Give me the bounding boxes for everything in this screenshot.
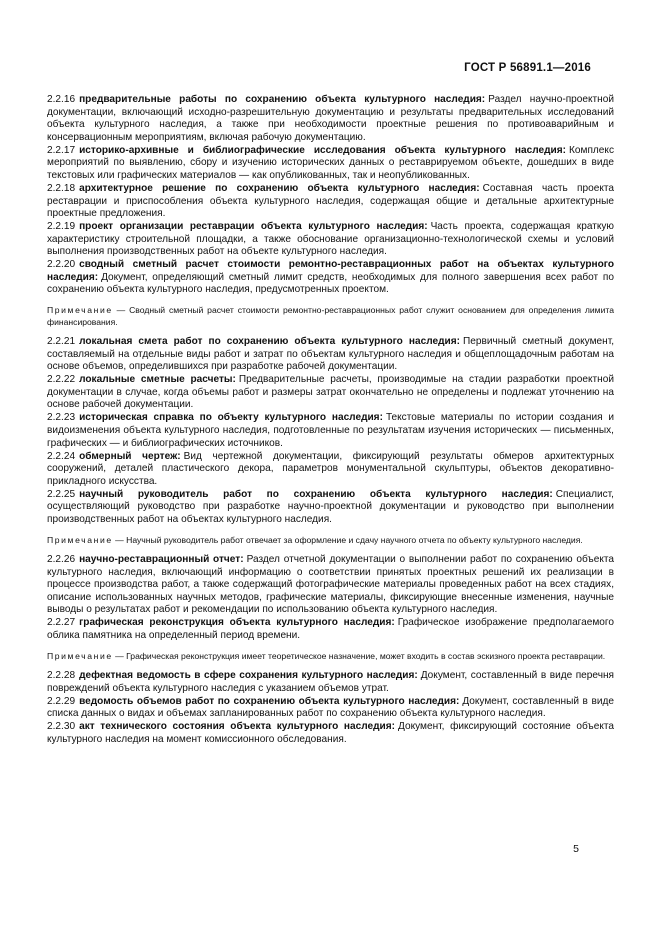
entry-term: научный руководитель работ по сохранению объекта культурного наследия: <box>79 488 553 500</box>
entry-number: 2.2.21 <box>47 336 76 348</box>
entry-term: историческая справка по объекту культурного наследия: <box>79 412 383 424</box>
definition-entry <box>47 145 614 183</box>
entry-number: 2.2.30 <box>47 721 76 733</box>
page-number: 5 <box>573 843 579 855</box>
definition-entry <box>47 696 614 721</box>
note-text: — Научный руководитель работ отвечает за оформление и сдачу научного отчета по объекту культурного наследия. <box>115 534 583 545</box>
entry-number: 2.2.27 <box>47 617 76 629</box>
entry-text: Раздел научно-проектной документации, включающий исходно-разрешительную документацию и результаты предварительных исследований объекта культурного наследия, а также при необходимости проектные решения по противоаварийным и консервационным мероприятиям, включая рабочую документацию. <box>47 94 614 143</box>
entry-term: графическая реконструкция объекта культурного наследия: <box>79 617 395 629</box>
definition-entry <box>47 259 614 297</box>
entry-term: научно-реставрационный отчет: <box>79 554 244 566</box>
definition-entry <box>47 617 614 642</box>
entry-text: Первичный сметный документ, составляемый на отдельные виды работ и затрат по объектам культурного наследия и общеплощадочным работам на основе объемов, определившихся при разработке рабочей документации. <box>47 336 614 373</box>
definition-entry <box>47 336 614 374</box>
definition-entry <box>47 451 614 489</box>
entry-number: 2.2.25 <box>47 488 76 500</box>
entry-term: локальная смета работ по сохранению объекта культурного наследия: <box>79 336 460 348</box>
note <box>47 535 614 547</box>
definition-entry <box>47 721 614 746</box>
note-label: Примечание <box>47 534 113 545</box>
entry-term: ведомость объемов работ по сохранению объекта культурного наследия: <box>79 695 460 707</box>
entry-term: локальные сметные расчеты: <box>79 374 236 386</box>
entry-number: 2.2.16 <box>47 94 76 105</box>
entry-term: проект организации реставрации объекта культурного наследия: <box>79 221 428 233</box>
entry-term: архитектурное решение по сохранению объекта культурного наследия: <box>79 182 480 194</box>
definition-entry <box>47 412 614 450</box>
entry-number: 2.2.18 <box>47 182 76 194</box>
note-label: Примечание <box>47 305 113 316</box>
entry-number: 2.2.23 <box>47 412 76 424</box>
entry-term: дефектная ведомость в сфере сохранения культурного наследия: <box>79 670 418 682</box>
definition-entry <box>47 374 614 412</box>
note-text: — Сводный сметный расчет стоимости ремонтно-реставрационных работ служит основанием для определения лимита финансирования. <box>47 305 614 327</box>
entry-number: 2.2.19 <box>47 221 76 233</box>
document-header: ГОСТ Р 56891.1—2016 <box>464 62 591 74</box>
entry-text: Раздел отчетной документации о выполнении работ по сохранению объекта культурного наследия, включающий информацию о соответствии принятых проектных решений их реализации в процессе производства работ, а также содержащий фотографические материалы проведенных работ на всех стадиях, описание использованных научных методов, графические материалы, фиксирующие внесенные изменения, научные выводы о результатах работ и рекомендации по использованию объекта культурного наследия. <box>47 554 615 616</box>
entry-text: Документ, составленный в виде перечня повреждений объекта культурного наследия с указанием объемов утрат. <box>47 670 614 694</box>
entry-text: Специалист, осуществляющий руководство при разработке научно-проектной документации и руководство при выполнении производственных работ на объектах культурного наследия. <box>47 488 614 525</box>
definition-entry <box>47 221 614 259</box>
definition-entry <box>47 94 614 144</box>
entry-number: 2.2.26 <box>47 554 76 566</box>
entry-term: предварительные работы по сохранению объекта культурного наследия: <box>79 94 486 105</box>
entry-text: Часть проекта, содержащая краткую характеристику строительной площадки, а также обоснование организационно-технологической схемы и условий выполнения производственных работ на объекте культурного наследия. <box>47 221 614 258</box>
entry-text: Комплекс мероприятий по выявлению, сбору и изучению исторических данных о реставрируемом объекте, дошедших в виде текстовых или графических материалов — как опубликованных, так и неопубликованных. <box>47 144 614 181</box>
entry-term: сводный сметный расчет стоимости ремонтно-реставрационных работ на объектах культурного наследия: <box>47 259 614 283</box>
entry-term: обмерный чертеж: <box>79 450 181 462</box>
note-text: — Графическая реконструкция имеет теоретическое назначение, может входить в состав эскизного проекта реставрации. <box>115 650 606 661</box>
entry-number: 2.2.22 <box>47 374 76 386</box>
definition-entry <box>47 183 614 221</box>
entry-text: Составная часть проекта реставрации и приспособления объекта культурного наследия, содержащая общие и детальные архитектурные проектные предложения. <box>47 182 614 220</box>
entry-text: Документ, фиксирующий состояние объекта культурного наследия на момент комиссионного обследования. <box>47 721 614 745</box>
note <box>47 305 614 328</box>
entry-term: историко-архивные и библиографические исследования объекта культурного наследия: <box>79 144 567 156</box>
entry-text: Текстовые материалы по истории создания и видоизменения объекта культурного наследия, подготовленные по результатам изучения исторических — письменных, графических — и библиографических источников. <box>47 412 614 449</box>
definition-entry <box>47 554 614 617</box>
entry-text: Предварительные расчеты, производимые на стадии разработки проектной документации в случае, когда объемы работ и размеры затрат окончательно не определены и подлежат уточнению на основе рабочей документации. <box>47 374 614 411</box>
note-label: Примечание <box>47 650 113 661</box>
definition-entry <box>47 670 614 695</box>
entry-number: 2.2.29 <box>47 695 76 707</box>
entry-text: Вид чертежной документации, фиксирующий результаты обмеров архитектурных сооружений, деталей пластического декора, параметров монументальной скульптуры, объектов декоративно-прикладного искусства. <box>47 450 614 487</box>
note <box>47 651 614 663</box>
document-body <box>47 94 614 747</box>
entry-text: Графическое изображение предполагаемого облика памятника на определенный период времени. <box>47 617 614 641</box>
entry-number: 2.2.17 <box>47 144 76 156</box>
entry-text: Документ, составленный в виде списка данных о видах и объемах запланированных работ по сохранению объекта культурного наследия. <box>47 695 614 720</box>
entry-term: акт технического состояния объекта культурного наследия: <box>79 721 396 733</box>
definition-entry <box>47 489 614 527</box>
entry-text: Документ, определяющий сметный лимит средств, необходимых для полного завершения всех работ по сохранению объекта культурного наследия, предусмотренных проектом. <box>47 271 614 296</box>
entry-number: 2.2.24 <box>47 450 76 462</box>
entry-number: 2.2.20 <box>47 259 76 271</box>
entry-number: 2.2.28 <box>47 670 76 682</box>
